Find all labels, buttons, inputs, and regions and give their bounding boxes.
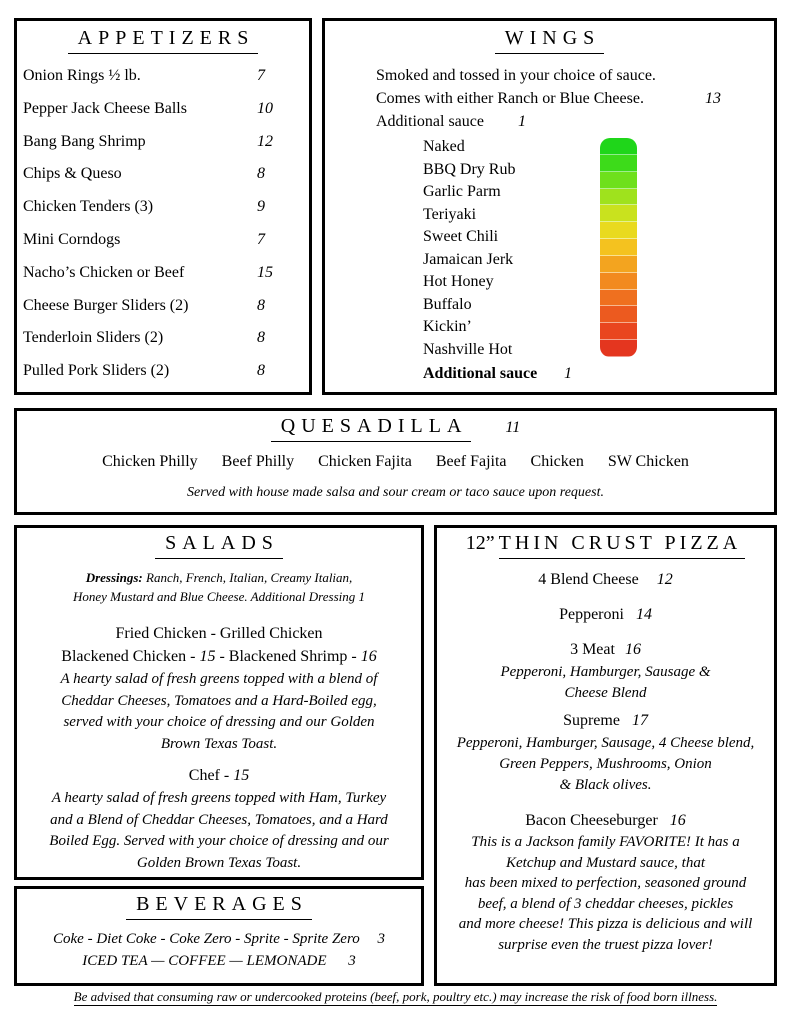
pizza-bacon-cheeseburger-description-line: and more cheese! This pizza is delicious and will (458, 916, 753, 932)
pizza-4-blend-cheese-price: 12 (656, 571, 673, 588)
quesadilla-option: Beef Philly (221, 453, 295, 470)
pizza-bacon-cheeseburger-description-line: surprise even the truest pizza lover! (498, 936, 713, 953)
heat-scale-segment (600, 239, 637, 256)
chef-salad-description-line: A hearty salad of fresh greens topped with Ham, Turkey (51, 790, 387, 806)
quesadilla-option: Beef Fajita (435, 453, 507, 470)
appetizer-item-name: Cheese Burger Sliders (2) (23, 296, 189, 314)
appetizer-item-price: 7 (257, 231, 265, 248)
pizza-supreme-price: 17 (631, 712, 648, 729)
appetizer-item-price: 12 (257, 132, 273, 150)
pizza-3-meat-price: 16 (624, 641, 641, 658)
pizza-3-meat-name: 3 Meat (570, 641, 615, 658)
sauce-item: Kickin’ (423, 318, 472, 335)
heat-scale-segment (600, 189, 637, 206)
chef-salad-price: 15 (233, 767, 250, 784)
quesadilla-price: 11 (505, 419, 521, 436)
appetizer-item-price: 9 (257, 198, 265, 216)
wings-description-1: Smoked and tossed in your choice of sauce. (376, 67, 656, 84)
pizza-3-meat-description-line: Cheese Blend (564, 685, 647, 701)
appetizer-item-name: Pepper Jack Cheese Balls (23, 99, 187, 117)
chef-salad-description-line: Boiled Egg. Served with your choice of dressing and our (49, 833, 389, 849)
salads-title: SALADS (155, 532, 283, 559)
salad-combo-line-2a: Blackened Chicken - (61, 648, 196, 665)
pizza-bacon-cheeseburger-name: Bacon Cheeseburger (525, 812, 658, 829)
heat-scale-bar (600, 138, 637, 357)
beverages-title: BEVERAGES (126, 893, 312, 920)
chef-salad-description-line: and a Blend of Cheddar Cheeses, Tomatoes, and a Hard (50, 811, 388, 828)
appetizer-item-price: 8 (257, 296, 265, 314)
heat-scale-segment (600, 205, 637, 222)
heat-scale-segment (600, 290, 637, 307)
chef-salad-name: Chef - (188, 767, 230, 784)
dressings-line-2: Honey Mustard and Blue Cheese. Additional Dressing (73, 589, 356, 604)
salad-combo-description-line: served with your choice of dressing and our Golden (63, 714, 375, 730)
sauce-item: Nashville Hot (423, 340, 513, 358)
pizza-3-meat-description-line: Pepperoni, Hamburger, Sausage & (500, 664, 711, 680)
appetizer-item-name: Bang Bang Shrimp (23, 132, 146, 150)
appetizer-item-price: 10 (257, 99, 273, 117)
salad-combo-description-line: Cheddar Cheeses, Tomatoes and a Hard-Boiled egg, (61, 692, 377, 709)
heat-scale-segment (600, 222, 637, 239)
appetizer-item-name: Nacho’s Chicken or Beef (23, 263, 185, 281)
pizza-title-prefix: 12” (465, 532, 495, 554)
quesadilla-section (14, 408, 777, 515)
dressings-price: 1 (358, 589, 365, 604)
salad-combo-description-line: A hearty salad of fresh greens topped with a blend of (60, 671, 378, 687)
appetizer-item-price: 7 (257, 67, 265, 84)
appetizer-item-name: Pulled Pork Sliders (2) (23, 362, 170, 380)
quesadilla-options (17, 453, 774, 471)
wings-section (322, 18, 777, 395)
appetizers-section (14, 18, 312, 395)
additional-sauce-price-2: 1 (564, 365, 572, 382)
appetizer-item-price: 8 (257, 362, 265, 380)
salad-combo-line-2b: - Blackened Shrimp - (219, 648, 357, 665)
quesadilla-note: Served with house made salsa and sour cream or taco sauce upon request. (187, 485, 604, 500)
salads-section (14, 525, 424, 880)
appetizer-item-price: 8 (257, 165, 265, 183)
heat-scale-segment (600, 323, 637, 340)
salad-combo-line-1: Fried Chicken - Grilled Chicken (115, 625, 323, 642)
pizza-section (434, 525, 777, 986)
pizza-supreme-name: Supreme (563, 712, 620, 729)
appetizers-title: APPETIZERS (68, 27, 259, 54)
beverages-line-1: Coke - Diet Coke - Coke Zero - Sprite - Sprite Zero (53, 931, 360, 947)
dressings-line-1: Ranch, French, Italian, Creamy Italian, (146, 570, 353, 585)
heat-scale-segment (600, 306, 637, 323)
pizza-supreme-description-line: Pepperoni, Hamburger, Sausage, 4 Cheese blend, (456, 735, 755, 751)
beverages-price-2: 3 (348, 953, 356, 969)
beverages-line-2: ICED TEA — COFFEE — LEMONADE (82, 953, 327, 969)
wings-title: WINGS (495, 27, 605, 54)
beverages-price-1: 3 (377, 931, 385, 947)
appetizer-item-name: Chicken Tenders (3) (23, 198, 154, 216)
chef-salad-description-line: Golden Brown Texas Toast. (136, 854, 302, 871)
sauce-item: Buffalo (423, 295, 472, 313)
heat-scale-segment (600, 273, 637, 290)
appetizer-item-name: Onion Rings ½ lb. (23, 67, 141, 84)
heat-scale-segment (600, 340, 637, 357)
salad-combo-description-line: Brown Texas Toast. (160, 735, 278, 752)
appetizer-item-name: Mini Corndogs (23, 231, 121, 248)
pizza-bacon-cheeseburger-description-line: This is a Jackson family FAVORITE! It has a (471, 834, 740, 850)
sauce-item: Garlic Parm (423, 183, 501, 200)
pizza-bacon-cheeseburger-description-line: has been mixed to perfection, seasoned ground (464, 875, 747, 891)
appetizer-item-price: 8 (257, 329, 265, 347)
sauce-item: Teriyaki (423, 205, 477, 223)
quesadilla-option: SW Chicken (607, 453, 689, 470)
sauce-item: BBQ Dry Rub (423, 160, 516, 178)
heat-scale-segment (600, 172, 637, 189)
appetizer-item-name: Chips & Queso (23, 165, 122, 183)
heat-scale-segment (600, 256, 637, 273)
heat-scale-segment (600, 138, 637, 155)
appetizer-item-price: 15 (257, 263, 273, 281)
additional-sauce-label-2: Additional sauce (423, 365, 538, 382)
sauce-item: Jamaican Jerk (423, 250, 514, 268)
pizza-4-blend-cheese-name: 4 Blend Cheese (538, 571, 639, 588)
pizza-pepperoni-name: Pepperoni (559, 606, 624, 623)
heat-scale-segment (600, 155, 637, 172)
sauce-item: Naked (423, 138, 465, 155)
appetizer-item-name: Tenderloin Sliders (2) (23, 329, 164, 347)
quesadilla-title: QUESADILLA (271, 415, 472, 442)
quesadilla-option: Chicken Philly (102, 453, 198, 470)
additional-sauce-price: 1 (518, 113, 526, 130)
pizza-supreme-description-line: & Black olives. (559, 777, 652, 793)
pizza-pepperoni-price: 14 (635, 606, 652, 623)
pizza-bacon-cheeseburger-description-line: beef, a blend of 3 cheddar cheeses, pickles (477, 895, 734, 912)
quesadilla-option: Chicken (530, 453, 584, 470)
food-safety-disclaimer: Be advised that consuming raw or undercooked proteins (beef, pork, poultry etc.) may increase the risk of food born illness. (73, 989, 718, 1004)
dressings-label: Dressings: (85, 570, 143, 585)
pizza-bacon-cheeseburger-description-line: Ketchup and Mustard sauce, that (505, 854, 705, 871)
sauce-item: Sweet Chili (423, 228, 499, 245)
quesadilla-option: Chicken Fajita (318, 453, 412, 470)
additional-sauce-label: Additional sauce (376, 113, 484, 130)
sauce-item: Hot Honey (423, 273, 494, 290)
pizza-title: THIN CRUST PIZZA (499, 532, 746, 559)
beverages-section (14, 886, 424, 986)
wings-price: 13 (705, 90, 721, 107)
salad-combo-price-2: 16 (360, 648, 377, 665)
salad-combo-price-1: 15 (199, 648, 216, 665)
wings-description-2: Comes with either Ranch or Blue Cheese. (376, 90, 644, 107)
pizza-bacon-cheeseburger-price: 16 (669, 812, 686, 829)
pizza-supreme-description-line: Green Peppers, Mushrooms, Onion (499, 756, 712, 772)
